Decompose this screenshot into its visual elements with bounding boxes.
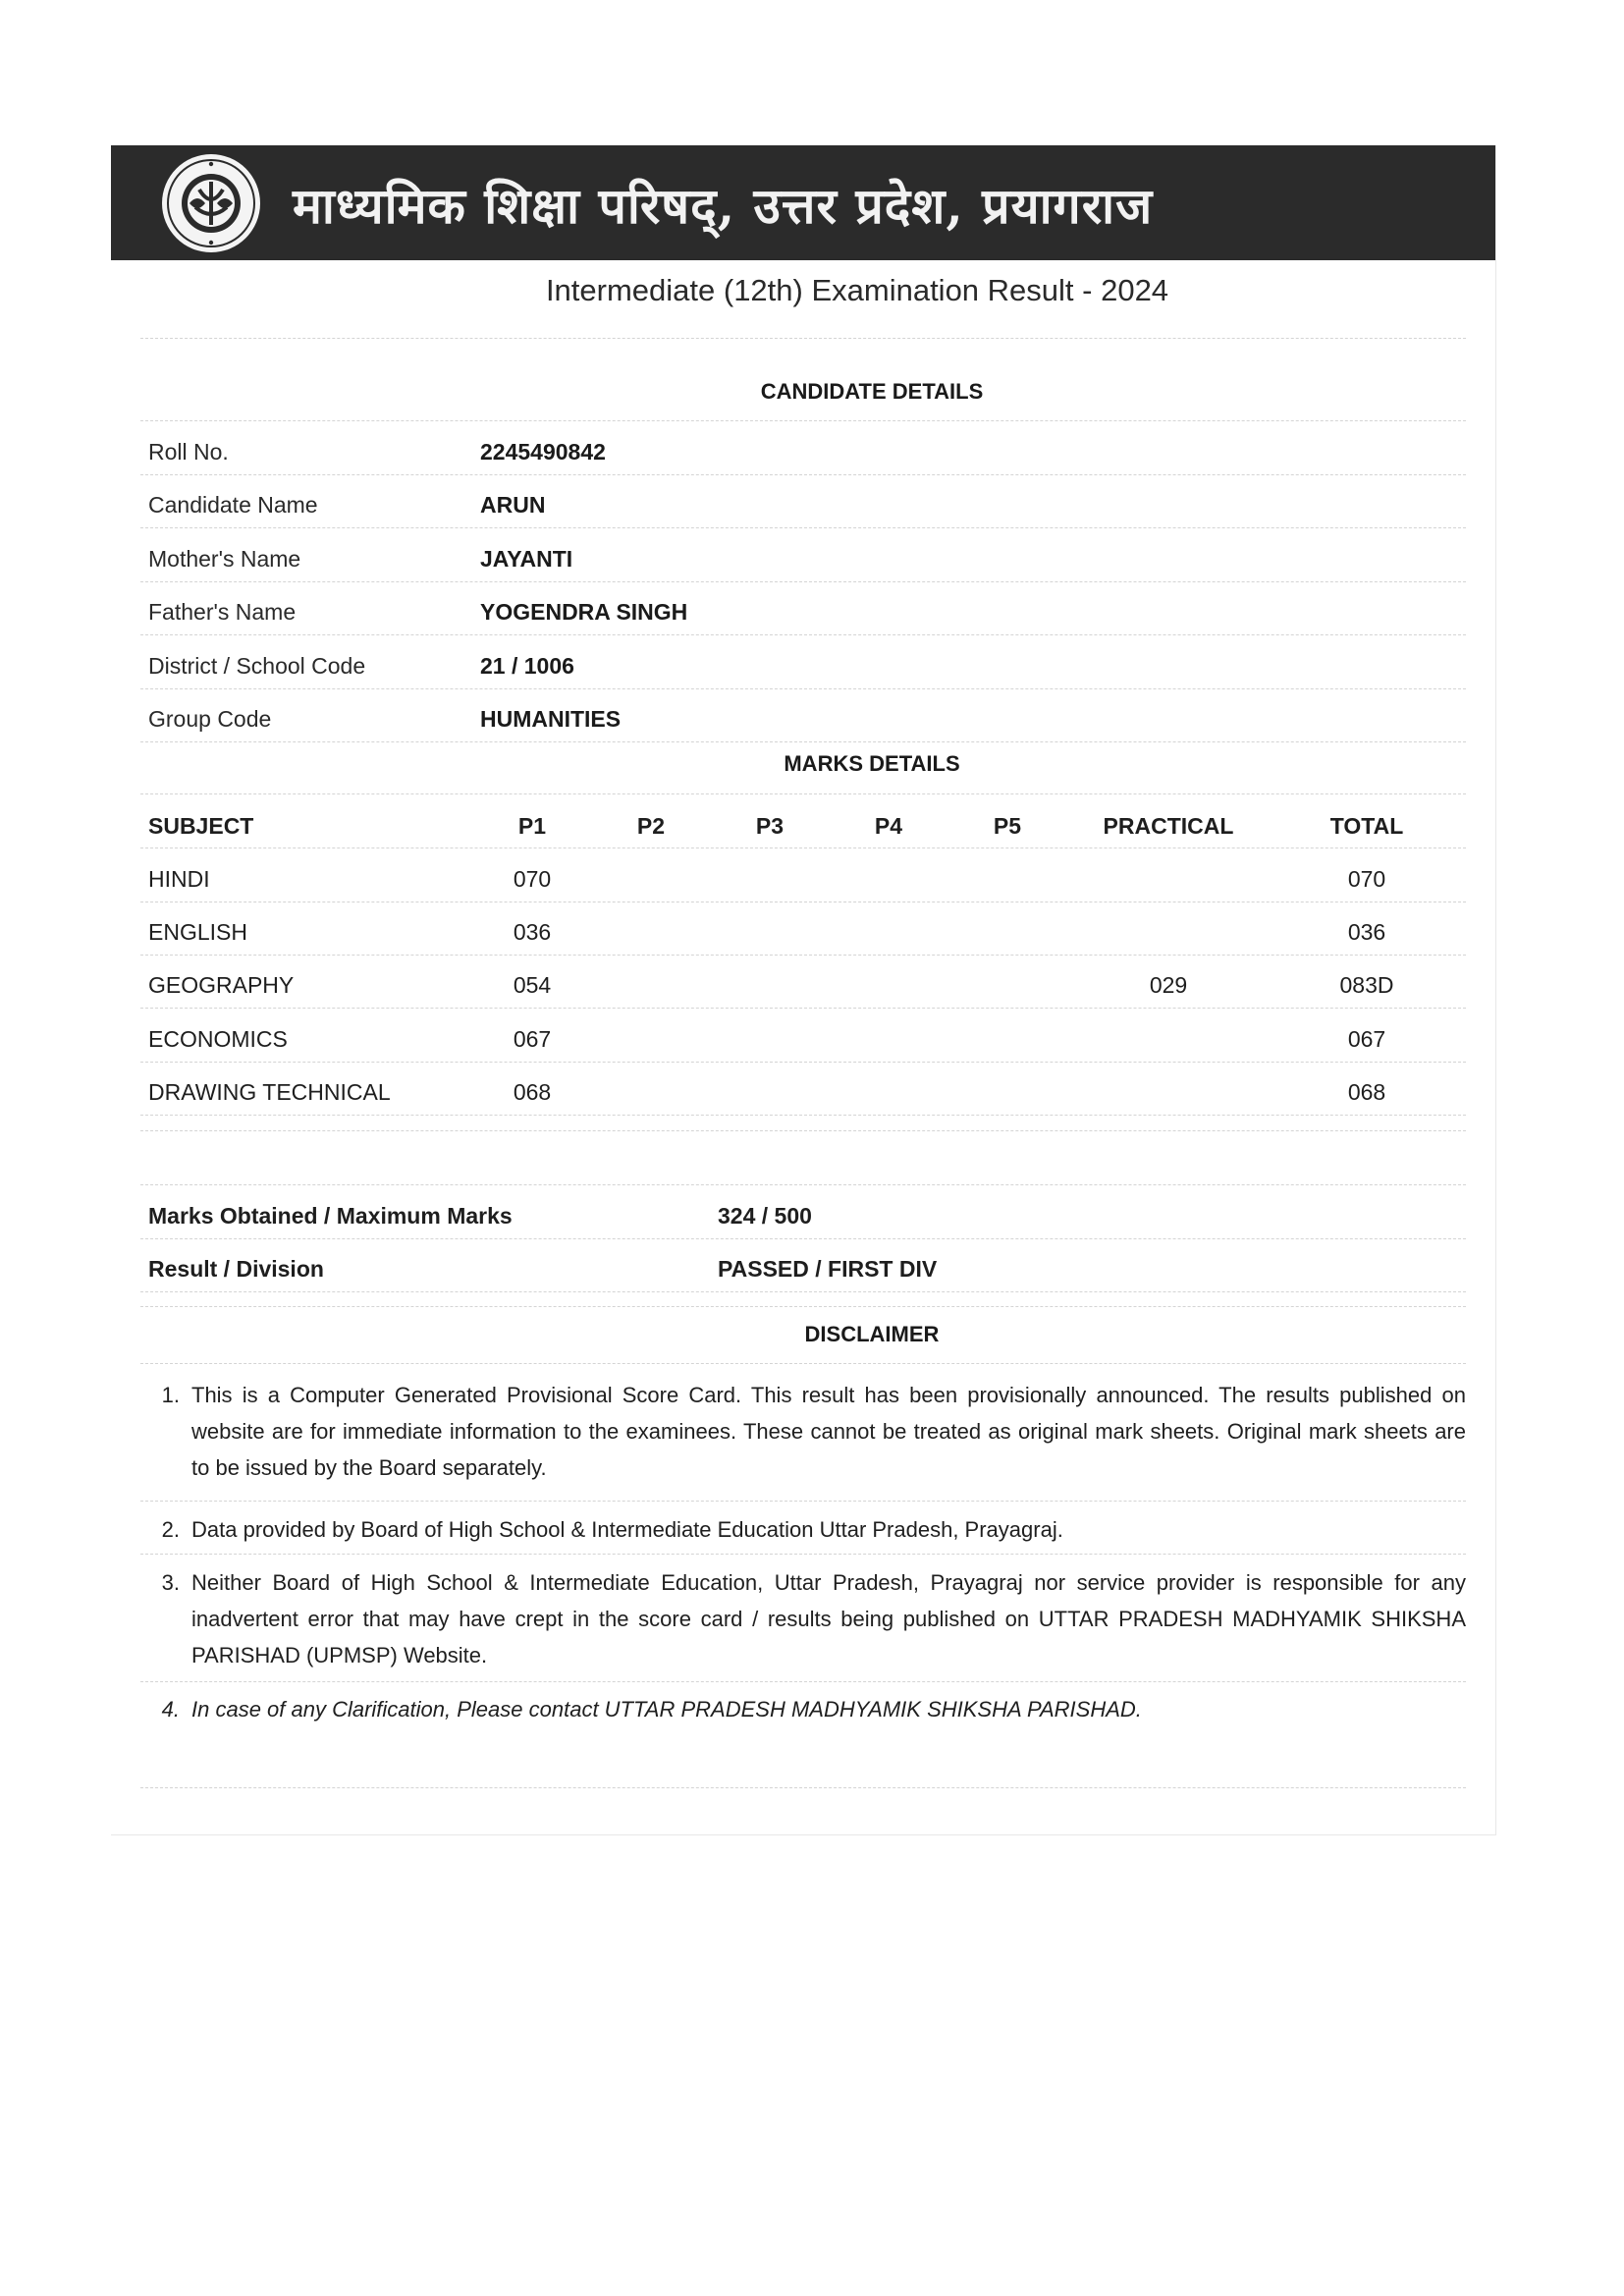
summary-result-row — [111, 1242, 1495, 1295]
item-text: Data provided by Board of High School & Intermediate Education Uttar Pradesh, Prayagraj. — [191, 1517, 1063, 1542]
disclaimer-title: DISCLAIMER — [804, 1322, 940, 1346]
p1-mark: 070 — [513, 866, 552, 892]
p1-mark: 067 — [513, 1026, 552, 1052]
item-text: This is a Computer Generated Provisional Score Card. This result has been provisionally announced. The results published on website are for immediate information to the examinees. These cannot be treated as original mark sheets. Original mark sheets are to be issued by the Board separately. — [191, 1383, 1466, 1480]
col-p3: P3 — [755, 813, 785, 839]
divider — [140, 634, 1466, 635]
field-value: 21 / 1006 — [480, 653, 574, 679]
header-banner — [111, 145, 1495, 260]
divider — [140, 1501, 1466, 1502]
field-value: JAYANTI — [480, 546, 573, 572]
divider — [140, 1681, 1466, 1682]
divider — [140, 1306, 1466, 1307]
exam-title: Intermediate (12th) Examination Result - 2024 — [545, 273, 1169, 307]
marks-obtained-value: 324 / 500 — [718, 1203, 812, 1229]
divider — [140, 1291, 1466, 1292]
field-value: YOGENDRA SINGH — [480, 599, 688, 625]
total-mark: 067 — [1347, 1026, 1386, 1052]
divider — [140, 1130, 1466, 1131]
divider — [140, 1787, 1466, 1788]
divider — [140, 847, 1466, 848]
practical-mark: 029 — [1149, 972, 1188, 998]
item-number: 1. — [161, 1383, 180, 1407]
divider — [140, 581, 1466, 582]
result-card — [111, 145, 1496, 1835]
divider — [140, 1554, 1466, 1555]
subject-name: ECONOMICS — [148, 1026, 288, 1052]
divider — [140, 688, 1466, 689]
candidate-row-father — [111, 585, 1495, 638]
divider — [140, 1184, 1466, 1185]
disclaimer-item — [150, 1511, 1466, 1548]
item-number: 2. — [161, 1517, 180, 1542]
marks-obtained-label: Marks Obtained / Maximum Marks — [148, 1203, 513, 1229]
field-label: Roll No. — [148, 439, 229, 465]
divider — [140, 338, 1466, 339]
col-practical: PRACTICAL — [1103, 813, 1234, 839]
divider — [140, 793, 1466, 794]
result-value: PASSED / FIRST DIV — [718, 1256, 938, 1282]
field-label: Group Code — [148, 706, 272, 732]
divider — [140, 955, 1466, 956]
total-mark: 068 — [1347, 1079, 1386, 1105]
divider — [140, 741, 1466, 742]
field-label: Father's Name — [148, 599, 297, 625]
divider — [140, 1008, 1466, 1009]
item-number: 4. — [161, 1697, 180, 1722]
item-text: In case of any Clarification, Please contact UTTAR PRADESH MADHYAMIK SHIKSHA PARISHAD. — [191, 1697, 1142, 1722]
disclaimer-item — [150, 1691, 1466, 1727]
board-name: माध्यमिक शिक्षा परिषद्, उत्तर प्रदेश, प्रयागराज — [293, 177, 1154, 235]
item-text: Neither Board of High School & Intermediate Education, Uttar Pradesh, Prayagraj nor service provider is responsible for any inadvertent error that may have crept in the score card / results being published on UTTAR PRADESH MADHYAMIK SHIKSHA PARISHAD (UPMSP) Website. — [191, 1570, 1466, 1667]
table-row — [111, 905, 1495, 958]
field-label: District / School Code — [148, 653, 366, 679]
col-p2: P2 — [636, 813, 666, 839]
p1-mark: 054 — [513, 972, 552, 998]
total-mark: 070 — [1347, 866, 1386, 892]
candidate-row-roll — [111, 425, 1495, 478]
p1-mark: 068 — [513, 1079, 552, 1105]
candidate-row-mother — [111, 532, 1495, 585]
board-emblem-icon — [160, 152, 262, 254]
result-label: Result / Division — [148, 1256, 324, 1282]
subject-name: DRAWING TECHNICAL — [148, 1079, 391, 1105]
disclaimer-item — [150, 1377, 1466, 1486]
subject-name: GEOGRAPHY — [148, 972, 295, 998]
divider — [140, 527, 1466, 528]
candidate-row-group — [111, 692, 1495, 745]
summary-marks-row — [111, 1189, 1495, 1242]
col-p5: P5 — [993, 813, 1022, 839]
item-number: 3. — [161, 1570, 180, 1595]
table-row — [111, 958, 1495, 1011]
marks-header-row — [111, 799, 1495, 852]
p1-mark: 036 — [513, 919, 552, 945]
table-row — [111, 1066, 1495, 1119]
field-label: Candidate Name — [148, 492, 318, 518]
marks-section-title: MARKS DETAILS — [784, 751, 960, 776]
divider — [140, 1363, 1466, 1364]
candidate-row-name — [111, 478, 1495, 531]
col-p1: P1 — [517, 813, 547, 839]
divider — [140, 1238, 1466, 1239]
candidate-section-title: CANDIDATE DETAILS — [760, 379, 984, 404]
field-label: Mother's Name — [148, 546, 301, 572]
candidate-row-district — [111, 639, 1495, 692]
disclaimer-item — [150, 1564, 1466, 1673]
divider — [140, 420, 1466, 421]
divider — [140, 1115, 1466, 1116]
subject-name: ENGLISH — [148, 919, 247, 945]
subject-name: HINDI — [148, 866, 210, 892]
col-subject: SUBJECT — [148, 813, 254, 839]
table-row — [111, 1012, 1495, 1066]
divider — [140, 474, 1466, 475]
field-value: 2245490842 — [480, 439, 606, 465]
total-mark: 036 — [1347, 919, 1386, 945]
col-p4: P4 — [874, 813, 903, 839]
table-row — [111, 852, 1495, 905]
field-value: ARUN — [480, 492, 546, 518]
divider — [140, 1062, 1466, 1063]
field-value: HUMANITIES — [480, 706, 622, 732]
total-mark: 083D — [1339, 972, 1394, 998]
col-total: TOTAL — [1329, 813, 1404, 839]
